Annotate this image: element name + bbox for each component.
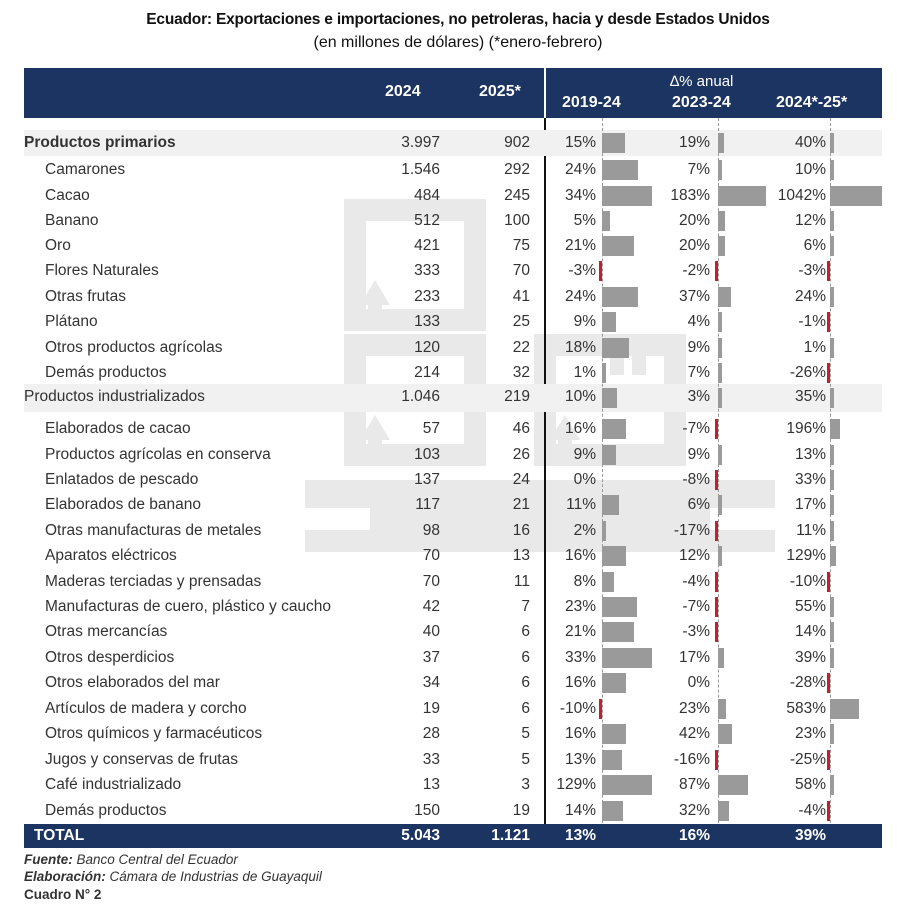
row-value-2024: 103 [414,446,440,463]
row-label: Café industrializado [45,776,182,793]
row-pct-2024-25: 129% [786,547,826,564]
row-pct-2024-25: 33% [794,471,826,488]
bar-positive [718,724,732,744]
table-row [24,518,882,544]
row-value-2024: 150 [414,802,440,819]
row-label: Otros químicos y farmacéuticos [45,725,263,742]
footer-fuente [24,852,238,867]
table-row [24,258,882,284]
row-pct-2019-24: 8% [573,573,596,590]
row-label: Productos agrícolas en conserva [45,446,271,463]
table-row [24,442,882,468]
row-value-2024: 13 [422,776,440,793]
footer-elaboracion-text: Cámara de Industrias de Guayaquil [109,869,322,884]
row-pct-2024-25: 10% [794,161,826,178]
row-value-2024: 42 [422,598,440,615]
table-row [24,747,882,773]
bar-positive [602,211,610,231]
row-value-2024: 28 [422,725,440,742]
row-label: Cacao [45,187,90,204]
table-row [24,157,882,183]
row-pct-2023-24: 3% [687,388,710,405]
row-value-2024: 421 [414,237,440,254]
header-2024: 2024 [385,83,421,100]
bar-positive [602,419,626,439]
row-label: Elaborados de cacao [45,420,191,437]
row-value-2024: 133 [414,313,440,330]
row-pct-2019-24: 1% [573,364,596,381]
row-pct-2023-24: 20% [678,237,710,254]
row-pct-2024-25: 14% [794,623,826,640]
bar-positive [602,572,614,592]
row-value-2025: 21 [512,496,530,513]
row-label: Flores Naturales [45,262,159,279]
table-row [24,130,882,156]
row-pct-2023-24: -2% [682,262,710,279]
table-row [24,569,882,595]
bar-positive [602,801,623,821]
row-pct-2019-24: 23% [564,598,596,615]
row-value-2025: 16 [512,522,530,539]
axis-2019-24 [602,118,603,848]
row-pct-2024-25: 1% [803,339,826,356]
row-pct-2024-25: 35% [794,388,826,405]
row-value-2025: 75 [512,237,530,254]
row-pct-2019-24: 0% [573,471,596,488]
row-pct-2023-24: 183% [670,187,710,204]
row-label: Otras frutas [45,288,126,305]
bar-positive [602,388,617,408]
row-value-2025: 13 [512,547,530,564]
row-pct-2024-25: -3% [798,262,826,279]
row-pct-2019-24: 9% [573,446,596,463]
row-label: Elaborados de banano [45,496,201,513]
row-pct-2023-24: 7% [687,364,710,381]
table-row [24,721,882,747]
bar-positive [718,211,725,231]
row-label: Banano [45,212,99,229]
row-pct-2024-25: -28% [789,674,826,691]
bar-positive [830,699,859,719]
table-row [24,233,882,259]
row-value-2024: 98 [422,522,440,539]
row-pct-2019-24: 16% [564,674,596,691]
row-label: Camarones [45,161,126,178]
row-pct-2023-24: -16% [673,751,710,768]
table-row [24,416,882,442]
bar-positive [602,724,626,744]
row-value-2024: 70 [422,547,440,564]
table-row [24,467,882,493]
row-value-2024: 214 [414,364,440,381]
row-value-2025: 902 [504,134,530,151]
row-pct-2019-24: 16% [564,547,596,564]
row-pct-2019-24: 34% [564,187,596,204]
row-pct-2023-24: -17% [673,522,710,539]
row-value-2024: 3.997 [401,134,440,151]
row-pct-2024-25: 1042% [777,187,826,204]
row-value-2025: 100 [504,212,530,229]
bar-positive [602,287,638,307]
row-label: Otras mercancías [45,623,168,640]
row-pct-2019-24: 21% [564,623,596,640]
row-pct-2024-25: 40% [794,134,826,151]
row-value-2024: 117 [415,496,440,513]
row-value-2024: 1.546 [401,161,440,178]
bar-positive [602,160,638,180]
row-pct-2019-24: 16% [564,420,596,437]
row-value-2024: 137 [414,471,440,488]
row-pct-2024-25: -1% [798,313,826,330]
row-pct-2024-25: -26% [789,364,826,381]
row-value-2024: 233 [414,288,440,305]
row-label: Aparatos eléctricos [45,547,177,564]
table-row [24,384,882,412]
row-pct-2019-24: 21% [564,237,596,254]
row-pct-2023-24: 0% [687,674,710,691]
table-row [24,543,882,569]
row-pct-2024-25: -4% [798,802,826,819]
row-value-2024: 70 [422,573,440,590]
row-label: Productos primarios [24,134,176,151]
row-value-2025: 219 [504,388,530,405]
row-value-2025: 26 [512,446,530,463]
row-pct-2023-24: 32% [678,802,710,819]
table-row [24,284,882,310]
row-pct-2023-24: 7% [687,161,710,178]
total-row [24,824,882,848]
total-p1: 13% [564,827,596,844]
table-row [24,208,882,234]
row-value-2025: 22 [512,339,530,356]
row-value-2024: 34 [422,674,440,691]
row-value-2025: 19 [512,802,530,819]
row-value-2024: 57 [422,420,440,437]
row-pct-2023-24: 42% [678,725,710,742]
row-pct-2019-24: 13% [564,751,596,768]
row-pct-2023-24: 23% [678,700,710,717]
footer-elaboracion-label: Elaboración: [24,869,106,884]
row-label: Enlatados de pescado [45,471,199,488]
row-pct-2023-24: 37% [678,288,710,305]
bar-positive [830,419,840,439]
row-pct-2024-25: 11% [796,522,826,539]
row-label: Artículos de madera y corcho [45,700,247,717]
row-label: Otras manufacturas de metales [45,522,262,539]
row-label: Manufacturas de cuero, plástico y caucho [45,598,332,615]
row-value-2025: 6 [521,623,530,640]
row-pct-2024-25: -10% [789,573,826,590]
row-pct-2023-24: 87% [678,776,710,793]
row-value-2024: 19 [422,700,440,717]
row-pct-2023-24: 17% [678,649,710,666]
row-pct-2019-24: 9% [573,313,596,330]
header-separator [544,68,546,118]
table-row [24,645,882,671]
bar-positive [718,287,731,307]
total-2024: 5.043 [401,827,440,844]
header-2019-24: 2019-24 [562,94,621,111]
bar-positive [602,133,625,153]
footer-elaboracion [24,869,322,884]
row-value-2025: 6 [521,674,530,691]
row-pct-2024-25: 23% [794,725,826,742]
row-value-2025: 3 [521,776,530,793]
row-pct-2024-25: 13% [794,446,826,463]
row-value-2024: 512 [414,212,440,229]
row-pct-2023-24: -7% [682,420,710,437]
footer-cuadro: Cuadro N° 2 [24,887,102,902]
row-label: Otros elaborados del mar [45,674,220,691]
total-label: TOTAL [34,827,85,844]
row-pct-2019-24: 16% [564,725,596,742]
table-header [24,68,882,118]
bar-positive [718,699,726,719]
bar-positive [718,186,766,206]
row-pct-2023-24: 20% [678,212,710,229]
table-title: Ecuador: Exportaciones e importaciones, no petroleras, hacia y desde Estados Unidos [146,11,770,28]
bar-positive [718,801,729,821]
row-value-2024: 333 [414,262,440,279]
row-pct-2023-24: -4% [682,573,710,590]
row-value-2025: 11 [513,573,530,590]
row-pct-2019-24: 11% [566,496,596,513]
row-label: Otros productos agrícolas [45,339,223,356]
row-pct-2019-24: 10% [564,388,596,405]
bar-positive [602,750,622,770]
bar-positive [602,775,652,795]
row-pct-2024-25: 55% [794,598,826,615]
bar-positive [718,236,725,256]
row-value-2025: 245 [504,187,530,204]
row-pct-2019-24: 33% [564,649,596,666]
bar-positive [602,338,629,358]
table-row [24,798,882,824]
bar-positive [602,648,652,668]
bar-positive [602,445,616,465]
row-pct-2019-24: 129% [556,776,596,793]
row-pct-2024-25: 196% [786,420,826,437]
row-value-2025: 32 [512,364,530,381]
footer-fuente-label: Fuente: [24,852,73,867]
header-2024-25: 2024*-25* [776,94,848,111]
bar-positive [602,597,637,617]
row-value-2025: 46 [512,420,530,437]
row-pct-2023-24: -8% [682,471,710,488]
row-value-2025: 5 [521,751,530,768]
table-row [24,360,882,386]
row-label: Oro [45,237,71,254]
row-label: Plátano [45,313,98,330]
row-label: Jugos y conservas de frutas [45,751,238,768]
table-subtitle: (en millones de dólares) (*enero-febrero) [313,34,603,51]
bar-positive [602,673,626,693]
row-pct-2019-24: 15% [564,134,596,151]
bar-positive [718,775,748,795]
row-pct-2023-24: 9% [687,339,710,356]
row-label: Demás productos [45,802,167,819]
row-pct-2024-25: 58% [794,776,826,793]
row-pct-2024-25: 12% [794,212,826,229]
row-pct-2024-25: 583% [786,700,826,717]
header-2023-24: 2023-24 [672,94,731,111]
row-pct-2023-24: 12% [678,547,710,564]
bar-positive [602,312,616,332]
axis-2024-25 [830,118,831,848]
row-pct-2023-24: -3% [682,623,710,640]
row-pct-2024-25: 24% [794,288,826,305]
table-row [24,492,882,518]
row-pct-2019-24: -3% [568,262,596,279]
header-delta-label: ∆% anual [670,73,734,90]
row-label: Demás productos [45,364,167,381]
table-row [24,619,882,645]
row-value-2024: 1.046 [401,388,440,405]
row-pct-2023-24: 9% [687,446,710,463]
row-pct-2024-25: 39% [794,649,826,666]
total-p3: 39% [794,827,826,844]
bar-positive [602,622,634,642]
row-value-2025: 25 [512,313,530,330]
row-label: Maderas terciadas y prensadas [45,573,262,590]
row-pct-2023-24: 6% [687,496,710,513]
row-pct-2019-24: 24% [564,161,596,178]
row-pct-2019-24: -10% [559,700,596,717]
bar-positive [602,236,634,256]
row-label: Otros desperdicios [45,649,175,666]
row-pct-2023-24: 19% [678,134,710,151]
row-pct-2023-24: -7% [682,598,710,615]
row-value-2025: 7 [521,598,530,615]
bar-positive [602,546,626,566]
row-pct-2019-24: 5% [573,212,596,229]
table-row [24,309,882,335]
table-row [24,183,882,209]
row-value-2025: 5 [521,725,530,742]
row-label: Productos industrializados [24,388,205,405]
table-row [24,594,882,620]
bar-positive [830,186,882,206]
table-row [24,670,882,696]
row-value-2024: 120 [414,339,440,356]
row-pct-2019-24: 18% [564,339,596,356]
row-value-2024: 484 [414,187,440,204]
row-pct-2023-24: 4% [687,313,710,330]
total-2025: 1.121 [491,827,530,844]
total-p2: 16% [678,827,710,844]
row-value-2025: 70 [512,262,530,279]
row-value-2025: 41 [512,288,530,305]
row-pct-2024-25: -25% [789,751,826,768]
row-value-2024: 40 [422,623,440,640]
axis-2023-24 [718,118,719,848]
footer-fuente-text: Banco Central del Ecuador [76,852,238,867]
row-value-2025: 24 [512,471,530,488]
row-pct-2019-24: 2% [573,522,596,539]
header-2025: 2025* [479,83,521,100]
row-value-2024: 37 [422,649,440,666]
row-pct-2019-24: 14% [564,802,596,819]
row-value-2025: 292 [504,161,530,178]
bar-positive [602,495,619,515]
bar-positive [602,186,652,206]
table-row [24,696,882,722]
row-value-2025: 6 [521,649,530,666]
row-pct-2024-25: 17% [794,496,826,513]
table-row [24,335,882,361]
row-value-2025: 6 [521,700,530,717]
row-pct-2019-24: 24% [564,288,596,305]
row-pct-2024-25: 6% [803,237,826,254]
table-row [24,772,882,798]
row-value-2024: 33 [422,751,440,768]
